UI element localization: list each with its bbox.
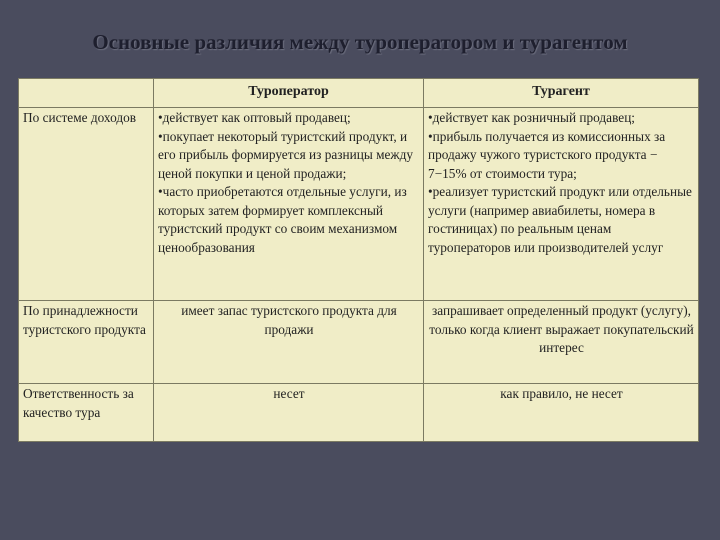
table-row — [19, 384, 699, 442]
comparison-table — [18, 78, 699, 442]
header-empty-cell — [19, 79, 154, 108]
header-row — [19, 79, 699, 108]
table-row — [19, 108, 699, 301]
agent-income-cell — [424, 108, 699, 301]
bullet-icon: • — [158, 184, 163, 199]
bullet-icon: • — [158, 128, 163, 144]
header-touroperator: Туроператор — [154, 79, 424, 108]
list-item: •прибыль получается из комиссионных за продажу чужого туристского продукта − 7−15% от стоимости тура; — [428, 128, 666, 181]
operator-ownership-cell: имеет запас туристского продукта для продажи — [154, 301, 424, 384]
slide-title: Основные различия между туроператором и турагентом — [92, 30, 628, 54]
agent-ownership-cell: запрашивает определенный продукт (услугу), только когда клиент выражает покупательский интерес — [424, 301, 699, 384]
list-item: •действует как оптовый продавец; — [158, 110, 351, 125]
list-item: •часто приобретаются отдельные услуги, из которых затем формирует комплексный туристский продукт со своим механизмом ценообразования — [158, 184, 407, 255]
criterion-responsibility: Ответственность за качество тура — [19, 384, 154, 442]
bullet-icon: • — [428, 128, 433, 144]
operator-responsibility-cell: несет — [154, 384, 424, 442]
criterion-ownership: По принадлежности туристского продукта — [19, 301, 154, 384]
bullet-icon: • — [158, 110, 163, 125]
list-item: •реализует туристский продукт или отдельные услуги (например авиабилеты, номера в гостиницах) по реальным ценам туроператоров или производителей услуг — [428, 184, 692, 255]
table-row — [19, 301, 699, 384]
list-item: •действует как розничный продавец; — [428, 110, 635, 125]
list-item: •покупает некоторый туристский продукт, и его прибыль формируется из разницы между ценой покупки и ценой продажи; — [158, 128, 414, 181]
operator-income-cell — [154, 108, 424, 301]
agent-responsibility-cell: как правило, не несет — [424, 384, 699, 442]
criterion-income: По системе доходов — [19, 108, 154, 301]
bullet-icon: • — [428, 110, 433, 125]
header-touragent: Турагент — [424, 79, 699, 108]
bullet-icon: • — [428, 184, 433, 199]
